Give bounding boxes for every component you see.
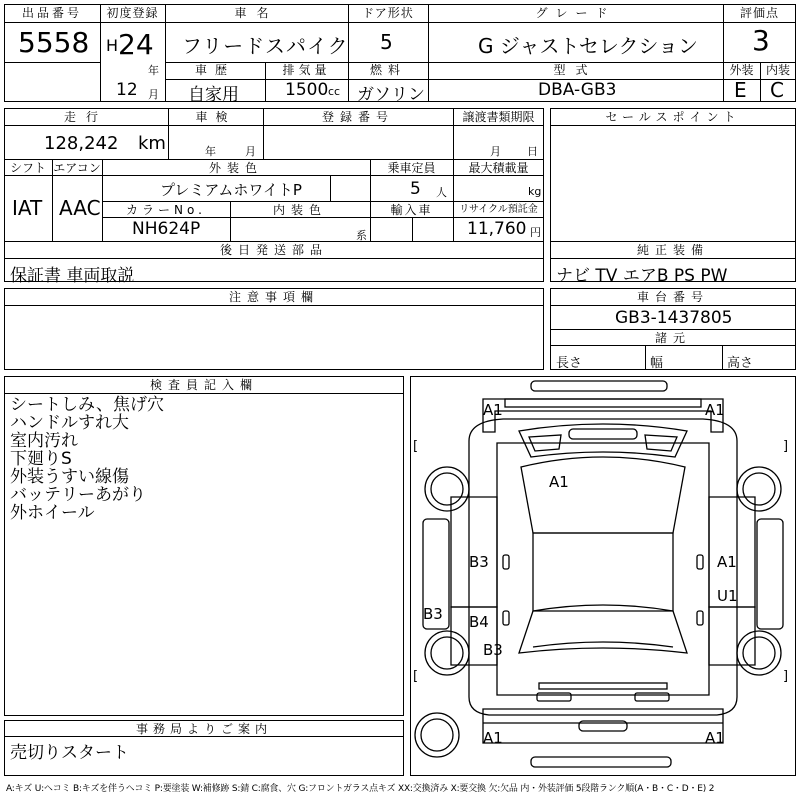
capacity-unit: 人	[436, 186, 447, 199]
grade: G ジャストセレクション	[478, 34, 699, 58]
history-label: 車歴	[194, 63, 235, 77]
bracket-left-top: [	[413, 439, 419, 454]
dmg-front-right: A1	[705, 401, 725, 419]
first-reg-month: 12	[116, 80, 138, 100]
equipment: ナビ TV エアB PS PW	[556, 266, 728, 286]
year-unit: 年	[148, 64, 159, 77]
office-label: 事務局よりご案内	[135, 722, 272, 736]
month-unit: 月	[148, 88, 159, 101]
lot-number: 5558	[18, 26, 90, 59]
fuel: ガソリン	[357, 85, 425, 105]
inspection-year-unit: 年	[205, 145, 216, 158]
inspector-line: 室内汚れ	[10, 431, 78, 451]
recycle-fee: 11,760	[467, 219, 527, 239]
car-name: フリードスパイク	[182, 34, 349, 58]
dmg-right-front-door: A1	[717, 553, 737, 571]
registration-label: 登録番号	[321, 110, 394, 124]
divider	[412, 217, 413, 241]
car-diagram-box	[410, 376, 796, 776]
inspection-month-unit: 月	[245, 145, 256, 158]
inspector-line: バッテリーあがり	[10, 485, 146, 505]
displacement: 1500	[285, 80, 329, 100]
recycle-unit: 円	[530, 226, 541, 239]
interior-label: 内装	[765, 63, 790, 77]
era: H	[106, 36, 119, 55]
shift: IAT	[12, 196, 43, 220]
divider	[550, 305, 796, 306]
exterior-label: 外装	[729, 63, 754, 77]
shift-label: シフト	[9, 161, 46, 175]
chassis-label: 車台番号	[636, 290, 709, 304]
dmg-right-rear-door: U1	[717, 587, 738, 605]
legend: A:キズ U:ヘコミ B:キズを伴うヘコミ P:要塗装 W:補修跡 S:錆 C:腐食、穴 G:フロントガラス点キズ XX:交換済み X:要交換 欠:欠品 内・外装評価 5段階ランク順(A・B・C・D・E) 2	[6, 784, 715, 794]
car-name-label: 車名	[234, 6, 279, 20]
sales-point-box	[550, 108, 796, 242]
divider	[550, 258, 796, 259]
transfer-label: 譲渡書類期限	[462, 110, 535, 124]
chassis-number: GB3-1437805	[615, 308, 733, 328]
sales-point-label: セールスポイント	[605, 110, 741, 124]
bracket-right-bottom: ]	[783, 669, 789, 684]
score: 3	[752, 24, 770, 57]
dmg-left-rear-quarter: B3	[423, 605, 443, 623]
divider	[4, 393, 404, 394]
divider	[645, 345, 646, 370]
doors: 5	[380, 30, 393, 54]
dmg-rear-right: A1	[705, 729, 725, 747]
inspector-line: 外装うすい線傷	[10, 467, 129, 487]
inspection-label: 車検	[195, 110, 236, 124]
model-label: 型式	[553, 63, 598, 77]
dmg-left-rear-fender: B3	[483, 641, 503, 659]
dmg-left-front-door: B3	[469, 553, 489, 571]
inspector-line: ハンドルすれ大	[10, 413, 129, 433]
color-no: NH624P	[132, 219, 201, 239]
later-items-label: 後日発送部品	[219, 243, 328, 257]
dmg-front-left: A1	[483, 401, 503, 419]
height-label: 高さ	[727, 356, 754, 371]
divider	[165, 79, 723, 80]
max-load-unit: kg	[528, 185, 542, 198]
interior-color-label: 内装色	[272, 203, 327, 217]
dimensions-label: 諸元	[654, 331, 691, 345]
exterior-grade: E	[734, 78, 747, 102]
displacement-unit: cc	[328, 85, 341, 98]
transfer-day-unit: 日	[527, 145, 538, 158]
inspector-line: 外ホイール	[10, 503, 95, 523]
office-note: 売切りスタート	[10, 743, 129, 763]
interior-color-unit: 系	[356, 229, 367, 242]
width-label: 幅	[650, 356, 664, 371]
ac-label: エアコン	[53, 161, 101, 175]
max-load-label: 最大積載量	[468, 161, 529, 175]
length-label: 長さ	[556, 356, 583, 371]
inspector-line: 下廻りS	[10, 449, 72, 469]
ac: AAC	[59, 196, 101, 220]
equipment-label: 純正装備	[636, 243, 709, 257]
mileage: 128,242	[44, 133, 119, 154]
capacity: 5	[410, 179, 421, 199]
divider	[4, 62, 100, 63]
dmg-roof: A1	[549, 473, 569, 491]
notes-label: 注意事項欄	[228, 290, 319, 304]
score-label: 評価点	[739, 6, 779, 20]
color-no-label: カラーNo.	[126, 203, 206, 217]
bracket-left-bottom: [	[413, 669, 419, 684]
inspector-label: 検査員記入欄	[149, 378, 258, 392]
mileage-label: 走行	[63, 110, 108, 124]
exterior-color-label: 外装色	[208, 161, 263, 175]
first-reg-year: 24	[118, 28, 154, 61]
divider	[4, 22, 796, 23]
interior-grade: C	[770, 78, 784, 102]
fuel-label: 燃料	[369, 63, 406, 77]
divider	[4, 305, 544, 306]
car-diagram	[411, 377, 795, 775]
model: DBA-GB3	[538, 80, 617, 100]
bracket-right-top: ]	[783, 439, 789, 454]
mileage-unit: km	[138, 133, 166, 154]
dmg-left-rear-door: B4	[469, 613, 489, 631]
inspector-line: シートしみ、焦げ穴	[10, 395, 165, 415]
grade-label: グレード	[535, 6, 616, 20]
import-label: 輸入車	[390, 203, 433, 217]
divider	[4, 258, 544, 259]
divider	[330, 175, 331, 201]
divider	[550, 125, 796, 126]
divider	[4, 125, 544, 126]
recycle-label: リサイクル預託金	[459, 204, 538, 215]
divider	[722, 345, 723, 370]
dmg-rear-left: A1	[483, 729, 503, 747]
lot-number-label: 出品番号	[21, 6, 82, 20]
exterior-color: プレミアムホワイトP	[160, 181, 302, 199]
transfer-month-unit: 月	[490, 145, 501, 158]
door-label: ドア形状	[362, 6, 414, 20]
displacement-label: 排気量	[282, 63, 331, 77]
later-items: 保証書 車両取説	[10, 266, 135, 286]
history: 自家用	[188, 85, 239, 105]
capacity-label: 乗車定員	[387, 161, 436, 175]
first-reg-label: 初度登録	[106, 6, 159, 20]
